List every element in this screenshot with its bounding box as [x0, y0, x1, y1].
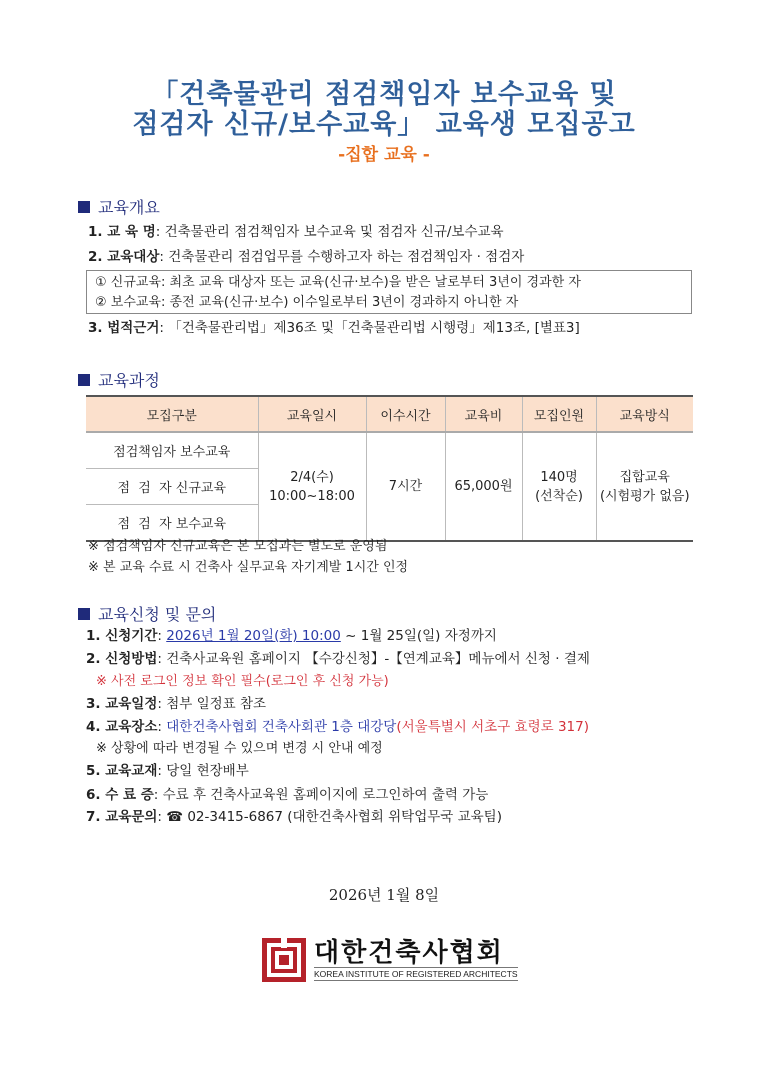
category-cell: 점 검 자 신규교육 — [86, 469, 258, 505]
category-cell: 점 검 자 보수교육 — [86, 505, 258, 542]
capacity: 140명 — [540, 469, 578, 485]
address: (서울특별시 서초구 효령로 317) — [396, 719, 589, 735]
date: 2/4(수) — [290, 469, 334, 485]
square-bullet-icon — [78, 201, 90, 213]
label: 4. 교육장소 — [86, 719, 158, 735]
title-line-2: 점검자 신규/보수교육」 교육생 모집공고 — [132, 109, 636, 140]
hours-cell: 7시간 — [366, 432, 445, 541]
method: 집합교육 — [619, 469, 670, 485]
course-note: ※ 점검책임자 신규교육은 본 모집과는 별도로 운영됨 — [88, 539, 388, 554]
square-bullet-icon — [78, 608, 90, 620]
table-header-row — [86, 396, 693, 432]
title-line-1: 「건축물관리 점검책임자 보수교육 및 — [151, 79, 617, 110]
logo — [262, 938, 518, 982]
target-detail-box — [86, 270, 692, 314]
capacity-cell — [522, 432, 596, 541]
value: : 건축사교육원 홈페이지 【수강신청】-【연계교육】메뉴에서 신청 · 결제 — [157, 651, 590, 667]
label: 2. 신청방법 — [86, 651, 158, 667]
fee-cell: 65,000원 — [445, 432, 522, 541]
label: 3. 교육일정 — [86, 696, 158, 712]
label: 2. 교육대상 — [88, 249, 160, 265]
col-header: 교육방식 — [596, 396, 693, 432]
logo-name-ko: 대한건축사협회 — [314, 938, 504, 968]
logo-name-en: KOREA INSTITUTE OF REGISTERED ARCHITECTS — [314, 969, 518, 979]
value: : 첨부 일정표 참조 — [157, 696, 267, 712]
apply-method — [86, 649, 590, 669]
value: : 당일 현장배부 — [157, 763, 249, 779]
period-start: 2026년 1월 20일(화) 10:00 — [166, 628, 341, 644]
date-cell — [258, 432, 366, 541]
place: 대한건축사협회 건축사회관 1층 대강당 — [166, 719, 397, 735]
capacity-note: (선착순) — [535, 488, 583, 504]
method-cell — [596, 432, 693, 541]
square-bullet-icon — [78, 374, 90, 386]
apply-material — [86, 761, 249, 781]
col-header: 교육비 — [445, 396, 522, 432]
table-row — [86, 432, 693, 469]
place-note: ※ 상황에 따라 변경될 수 있으며 변경 시 안내 예정 — [96, 741, 383, 756]
label: 6. 수 료 증 — [86, 787, 154, 803]
period-end: ~ 1월 25일(일) 자정까지 — [340, 628, 497, 644]
subtitle: -집합 교육 - — [338, 145, 430, 165]
col-header: 모집구분 — [86, 396, 258, 432]
kira-logo-icon — [262, 938, 306, 982]
value: : 건축물관리 점검책임자 보수교육 및 점검자 신규/보수교육 — [155, 224, 504, 240]
label: 5. 교육교재 — [86, 763, 158, 779]
label: 7. 교육문의 — [86, 809, 158, 825]
value: : 건축물관리 점검업무를 수행하고자 하는 점검책임자 · 점검자 — [159, 249, 525, 265]
apply-certificate — [86, 785, 488, 805]
box-line: ① 신규교육: 최초 교육 대상자 또는 교육(신규·보수)을 받은 날로부터 3년이 경과한 자 — [95, 275, 581, 290]
apply-schedule — [86, 694, 266, 714]
category-cell: 점검책임자 보수교육 — [86, 432, 258, 469]
value: : 수료 후 건축사교육원 홈페이지에 로그인하여 출력 가능 — [153, 787, 489, 803]
label: 1. 교 육 명 — [88, 224, 156, 240]
col-header: 교육일시 — [258, 396, 366, 432]
label: 1. 신청기간 — [86, 628, 158, 644]
login-note: ※ 사전 로그인 정보 확인 필수(로그인 후 신청 가능) — [96, 674, 389, 689]
section-course-heading — [78, 368, 160, 391]
overview-item-target — [88, 247, 524, 267]
value: : ☎ 02-3415-6867 (대한건축사협회 위탁업무국 교육팀) — [157, 809, 502, 825]
col-header: 모집인원 — [522, 396, 596, 432]
apply-place: 4. 교육장소: 대한건축사협회 건축사회관 1층 대강당(서울특별시 서초구 효령로 317) — [86, 719, 589, 735]
heading-text: 교육신청 및 문의 — [98, 605, 217, 624]
label: 3. 법적근거 — [88, 320, 160, 336]
apply-period: 1. 신청기간: 2026년 1월 20일(화) 10:00 ~ 1월 25일(일) 자정까지 — [86, 628, 497, 644]
section-apply-heading — [78, 602, 216, 625]
course-note: ※ 본 교육 수료 시 건축사 실무교육 자기계발 1시간 인정 — [88, 560, 409, 575]
heading-text: 교육과정 — [98, 371, 160, 390]
value: : 「건축물관리법」제36조 및「건축물관리법 시행령」제13조, [별표3] — [159, 320, 580, 336]
issue-date: 2026년 1월 8일 — [328, 886, 440, 904]
overview-item-law — [88, 318, 580, 338]
heading-text: 교육개요 — [98, 198, 160, 217]
box-line: ② 보수교육: 종전 교육(신규·보수) 이수일로부터 3년이 경과하지 아니한 자 — [95, 295, 519, 310]
overview-item-name — [88, 222, 504, 242]
col-header: 이수시간 — [366, 396, 445, 432]
section-overview-heading — [78, 195, 160, 218]
course-table — [86, 395, 693, 542]
method-note: (시험평가 없음) — [599, 488, 690, 504]
apply-contact — [86, 807, 502, 827]
time: 10:00~18:00 — [269, 488, 355, 504]
